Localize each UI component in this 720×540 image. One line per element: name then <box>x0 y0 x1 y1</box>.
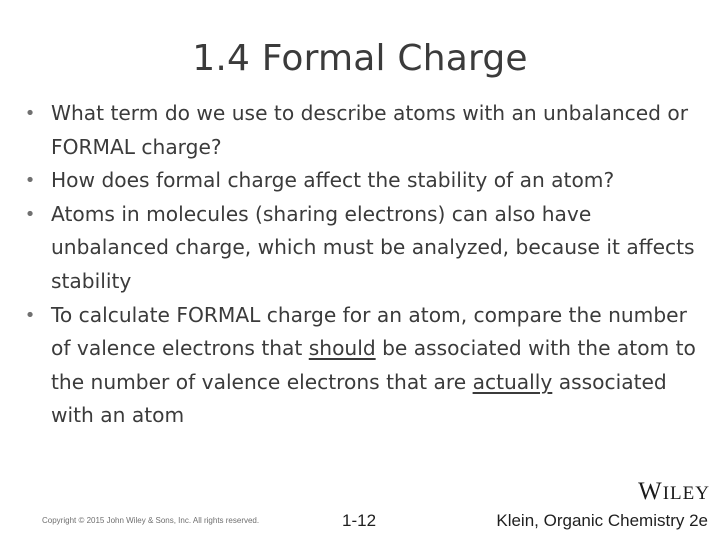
bullet-text <box>51 202 695 293</box>
footer-copyright: Copyright © 2015 John Wiley & Sons, Inc. All rights reserved. <box>42 516 260 525</box>
bullet-item <box>24 97 704 164</box>
wiley-logo: WILEY <box>638 478 710 505</box>
book-citation: Klein, Organic Chemistry 2e <box>496 511 708 530</box>
bullet-text-segment: How does formal charge affect the stability of an atom? <box>51 168 615 193</box>
bullet-marker: • <box>24 103 36 124</box>
slide-title: 1.4 Formal Charge <box>192 38 528 79</box>
bullet-marker: • <box>24 203 36 225</box>
bullet-item <box>24 164 704 198</box>
emphasized-word: actually <box>472 369 553 394</box>
bullet-marker: • <box>24 304 36 326</box>
bullet-text <box>51 168 614 192</box>
bullet-text-segment: associated with an atom <box>51 369 667 428</box>
bullet-marker: • <box>24 170 36 192</box>
bullet-text-segment: Atoms in molecules (sharing electrons) can also have unbalanced charge, which must be analyzed, because it affects stability <box>51 201 695 293</box>
bullet-text-segment: What term do we use to describe atoms with an unbalanced or FORMAL charge? <box>51 101 689 159</box>
bullet-text-segment: To calculate FORMAL charge for an atom, compare the number of valence electrons that <box>51 302 687 361</box>
page-number: 1-12 <box>342 511 377 530</box>
bullet-item <box>24 198 704 299</box>
bullet-text-segment: be associated with the atom to the number of valence electrons that are <box>51 336 696 394</box>
bullet-text <box>51 101 688 159</box>
bullet-item <box>24 299 704 433</box>
bullet-list <box>24 97 704 433</box>
bullet-text <box>51 303 696 428</box>
emphasized-word: should <box>308 336 376 361</box>
